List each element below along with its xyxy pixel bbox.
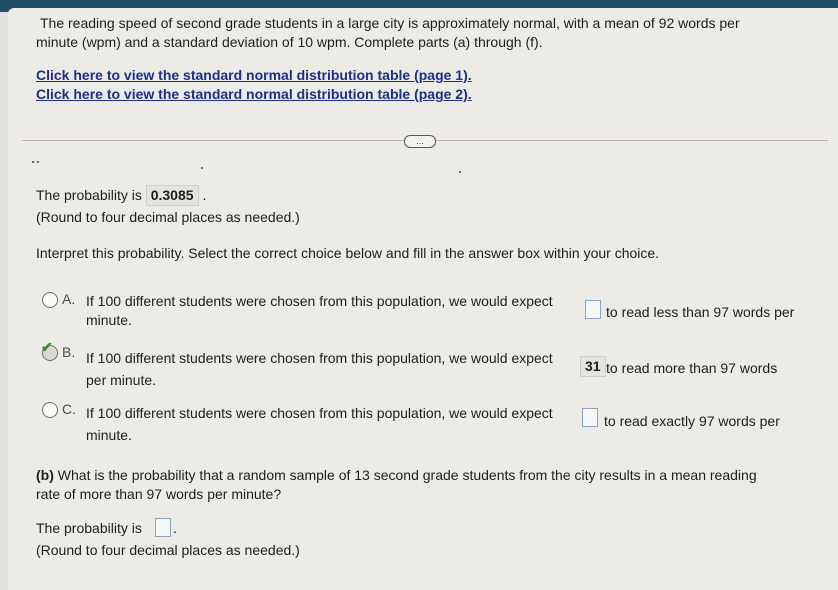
- choice-b-text: If 100 different students were chosen from this population, we would expect: [86, 350, 553, 366]
- choice-b-line-2: per minute.: [86, 372, 157, 388]
- choice-c-letter: C.: [62, 401, 76, 417]
- probability-answer-a[interactable]: 0.3085: [146, 185, 199, 206]
- show-more-button[interactable]: ...: [404, 135, 436, 148]
- link-normal-table-page-2[interactable]: Click here to view the standard normal distribution table (page 2).: [36, 86, 472, 102]
- choice-c-line-2: minute.: [86, 427, 132, 443]
- link-normal-table-page-1[interactable]: Click here to view the standard normal distribution table (page 1).: [36, 67, 472, 83]
- choice-c-text-after: to read exactly 97 words per: [604, 413, 780, 429]
- choice-b-answer-wrap: [580, 356, 606, 377]
- round-note-b: (Round to four decimal places as needed.): [36, 542, 300, 558]
- choice-a-radio[interactable]: [42, 292, 58, 308]
- probability-prefix: The probability is: [36, 187, 142, 203]
- part-b-text: What is the probability that a random sample of 13 second grade students from the city results in a mean reading: [57, 467, 757, 483]
- question-line-1: The reading speed of second grade students in a large city is approximately normal, with a mean of 92 words per: [40, 15, 740, 31]
- speck: [32, 161, 34, 163]
- round-note-a: (Round to four decimal places as needed.): [36, 209, 300, 225]
- checkmark-icon: ✔: [41, 339, 53, 355]
- speck: [459, 171, 461, 173]
- probability-suffix: .: [202, 187, 207, 203]
- choice-c-radio[interactable]: [42, 402, 58, 418]
- choice-c-answer-box[interactable]: [582, 408, 598, 427]
- interpret-prompt: Interpret this probability. Select the correct choice below and fill in the answer box within your choice.: [36, 245, 660, 261]
- question-line-2: minute (wpm) and a standard deviation of 10 wpm. Complete parts (a) through (f).: [36, 34, 543, 50]
- part-b-question-line-2: rate of more than 97 words per minute?: [36, 486, 282, 502]
- speck: [37, 161, 39, 163]
- choice-a-text: If 100 different students were chosen from this population, we would expect: [86, 293, 553, 309]
- probability-answer-b[interactable]: [155, 518, 171, 537]
- choice-c-text: If 100 different students were chosen from this population, we would expect: [86, 405, 553, 421]
- speck: [201, 167, 203, 169]
- choice-a-letter: A.: [62, 291, 76, 307]
- part-b-question-line-1: [36, 467, 757, 484]
- probability-suffix-b: .: [173, 520, 177, 536]
- choice-b-text-after: to read more than 97 words: [606, 360, 778, 376]
- probability-prefix-b: The probability is: [36, 520, 142, 536]
- probability-line-a: [36, 185, 206, 206]
- choice-a-text-after: to read less than 97 words per: [606, 304, 795, 320]
- choice-b-letter: B.: [62, 344, 76, 360]
- choice-a-answer-box[interactable]: [585, 300, 601, 319]
- choice-a-line-2: minute.: [86, 312, 132, 328]
- choice-b-answer-box[interactable]: 31: [580, 356, 606, 377]
- part-b-label: (b): [36, 467, 54, 483]
